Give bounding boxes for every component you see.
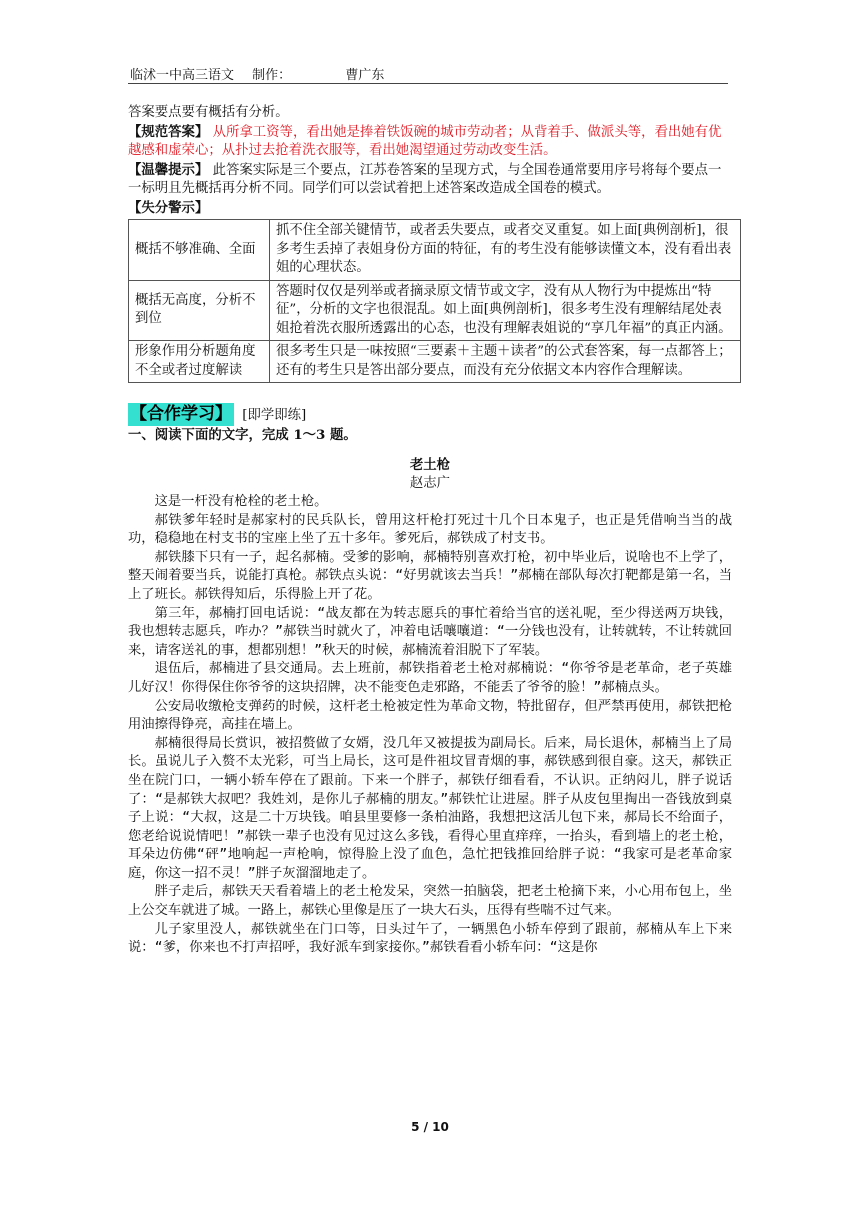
table-row xyxy=(129,341,741,383)
page-header xyxy=(130,64,398,83)
tip xyxy=(128,161,732,199)
table-key: 概括无高度，分析不到位 xyxy=(129,280,270,341)
story-body xyxy=(128,493,732,958)
tip-text: 此答案实际是三个要点，江苏卷答案的呈现方式，与全国卷通常要用序号将每个要点一一标明且先概括再分析不同。同学们可以尝试着把上述答案改造成全国卷的模式。 xyxy=(128,162,722,196)
story-paragraph: 胖子走后，郝铁天天看着墙上的老土枪发呆，突然一拍脑袋，把老土枪摘下来，小心用布包上，坐上公交车就进了城。一路上，郝铁心里像是压了一块大石头，压得有些喘不过气来。 xyxy=(128,884,732,919)
table-value: 很多考生只是一味按照“三要素＋主题＋读者”的公式套答案，每一点都答上；还有的考生只是答出部分要点，而没有充分依据文本内容作合理解读。 xyxy=(270,341,741,383)
page-body xyxy=(128,104,732,958)
table-value: 答题时仅仅是列举或者摘录原文情节或文字，没有从人物行为中提炼出“特征”，分析的文字也很混乱。如上面[典例剖析]，很多考生没有理解结尾处表姐抢着洗衣服所透露出的心态，也没有理解表姐说的“享几年福”的真正内涵。 xyxy=(270,280,741,341)
coop-sub: [即学即练] xyxy=(242,408,307,423)
story-paragraph: 这是一杆没有枪栓的老土枪。 xyxy=(154,494,328,509)
table-value: 抓不住全部关键情节，或者丢失要点，或者交叉重复。如上面[典例剖析]，很多考生丢掉了表姐身份方面的特征，有的考生没有能够读懂文本，没有看出表姐的心理状态。 xyxy=(270,220,741,281)
table-key: 形象作用分析题角度不全或者过度解读 xyxy=(129,341,270,383)
question-prompt: 一、阅读下面的文字，完成 1～3 题。 xyxy=(128,426,357,443)
header-made-by-label: 制作： xyxy=(252,68,292,83)
table-key: 概括不够准确、全面 xyxy=(129,220,270,281)
story-paragraph: 第三年，郝楠打回电话说：“战友都在为转志愿兵的事忙着给当官的送礼呢，至少得送两万块钱，我也想转志愿兵，咋办？”郝铁当时就火了，冲着电话嚷嚷道：“一分钱也没有，让转就转，不让转就回来，请客送礼的事，想都别想！”秋天的时候，郝楠流着泪脱下了军装。 xyxy=(128,605,732,658)
tip-label: 【温馨提示】 xyxy=(128,161,209,178)
story-title: 老土枪 xyxy=(409,457,451,473)
story-paragraph: 退伍后，郝楠进了县交通局。去上班前，郝铁指着老土枪对郝楠说：“你爷爷是老革命，老子英雄儿好汉！你得保住你爷爷的这块招牌，决不能变色走邪路，不能丢了爷爷的脸！”郝楠点头。 xyxy=(128,661,732,695)
header-divider xyxy=(128,83,728,84)
story-paragraph: 儿子家里没人，郝铁就坐在门口等，日头过午了，一辆黑色小轿车停到了跟前，郝楠从车上下来说：“爹，你来也不打声招呼，我好派车到家接你。”郝铁看看小轿车问：“这是你 xyxy=(128,921,732,956)
story-author: 赵志广 xyxy=(409,475,451,491)
intro-line: 答案要点要有概括有分析。 xyxy=(128,105,289,120)
header-author: 曹广东 xyxy=(345,68,385,83)
story-paragraph: 郝楠很得局长赏识，被招赘做了女婿，没几年又被提拔为副局长。后来，局长退休，郝楠当上了局长。虽说儿子入赘不太光彩，可当上局长，这可是件祖坟冒青烟的事，郝铁感到很自豪。这天，郝铁正坐在院门口，一辆小轿车停在了跟前。下来一个胖子，郝铁仔细看看，不认识。正纳闷儿，胖子说话了：“是郝铁大叔吧？我姓刘，是你儿子郝楠的朋友。”郝铁忙让进屋。胖子从皮包里掏出一沓钱放到桌子上说：“大叔，这是二十万块钱。咱县里要修一条柏油路，我想把这活儿包下来，郝局长不给面子，您老给说说情吧！”郝铁一辈子也没有见过这么多钱，看得心里直痒痒，一抬头，看到墙上的老土枪，耳朵边仿佛“砰”地响起一声枪响，惊得脸上没了血色，急忙把钱推回给胖子说：“我家可是老革命家庭，你这一招不灵！”胖子灰溜溜地走了。 xyxy=(128,735,732,881)
header-school: 临沭一中高三语文 xyxy=(130,68,235,83)
story-paragraph: 公安局收缴枪支弹药的时候，这杆老土枪被定性为革命文物，特批留存，但严禁再使用，郝铁把枪用油擦得铮亮，高挂在墙上。 xyxy=(128,698,732,733)
table-row xyxy=(129,220,741,281)
warning-label: 【失分警示】 xyxy=(128,199,209,216)
table-row xyxy=(129,280,741,341)
standard-answer-text: 从所拿工资等，看出她是捧着铁饭碗的城市劳动者；从背着手、做派头等，看出她有优越感和虚荣心；从扑过去抢着洗衣服等，看出她渴望通过劳动改变生活。 xyxy=(128,124,722,158)
story-paragraph: 郝铁膝下只有一子，起名郝楠。受爹的影响，郝楠特别喜欢打枪，初中毕业后，说啥也不上学了，整天闹着要当兵，说能打真枪。郝铁点头说：“好男就该去当兵！”郝楠在部队每次打靶都是第一名，当上了班长。郝铁得知后，乐得脸上开了花。 xyxy=(128,549,732,602)
standard-answer-label: 【规范答案】 xyxy=(128,123,209,140)
mistakes-table xyxy=(128,219,741,383)
coop-heading xyxy=(128,403,732,426)
story-paragraph: 郝铁爹年轻时是郝家村的民兵队长，曾用这杆枪打死过十几个日本鬼子，也正是凭借响当当的战功，稳稳地在村支书的宝座上坐了五十多年。爹死后，郝铁成了村支书。 xyxy=(128,512,732,547)
standard-answer xyxy=(128,123,732,161)
page-number: 5 / 10 xyxy=(411,1120,449,1134)
coop-badge: 【合作学习】 xyxy=(130,404,232,424)
